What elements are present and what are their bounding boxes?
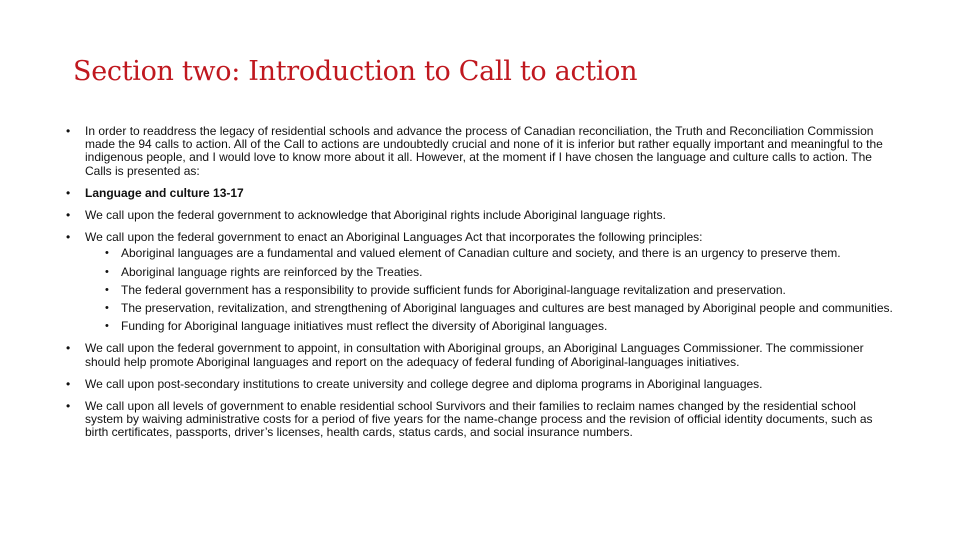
bullet-icon: • [105, 265, 109, 278]
sub-list-item [85, 302, 896, 315]
sub-list-item [85, 320, 896, 333]
bullet-icon: • [66, 208, 71, 223]
list-item [66, 231, 896, 333]
bullet-text: We call upon post-secondary institutions to create university and college degree and diploma programs in Aboriginal languages. [85, 376, 763, 391]
bullet-text: We call upon all levels of government to enable residential school Survivors and their families to reclaim names changed by the residential school system by waiving administrative costs for a period of five years for the name-change process and the revision of official identity documents, such as birth certificates, passports, driver’s licenses, health cards, status cards, and social insurance numbers. [85, 399, 873, 440]
bullet-icon: • [66, 124, 71, 138]
list-item [66, 378, 896, 391]
bullet-icon: • [105, 302, 109, 315]
list-item [66, 209, 896, 222]
principle-text: The federal government has a responsibility to provide sufficient funds for Aboriginal-language revitalization and preservation. [121, 282, 786, 297]
bullet-icon: • [105, 247, 109, 260]
bullet-icon: • [66, 399, 71, 414]
principles-list [85, 247, 896, 333]
bullet-icon: • [66, 376, 71, 391]
bullet-text: In order to readdress the legacy of residential schools and advance the process of Canadian reconciliation, the Truth and Reconciliation Commission made the 94 calls to action. All of the Call to actions are undoubtedly crucial and none of it is inferior but rather equally important and meaningful to the indigenous people, and I would love to know more about it all. However, at the moment if I have chosen the language and culture calls to action. The Calls is presented as: [85, 124, 883, 178]
bullet-text: We call upon the federal government to appoint, in consultation with Aboriginal groups, an Aboriginal Languages Commissioner. The commissioner should help promote Aboriginal languages and report on the adequacy of federal funding of Aboriginal-languages initiatives. [85, 341, 864, 369]
principle-text: Funding for Aboriginal language initiatives must reflect the diversity of Aboriginal languages. [121, 319, 608, 334]
sub-list-item [85, 284, 896, 297]
slide-title: Section two: Introduction to Call to action [73, 56, 638, 87]
bullet-icon: • [66, 341, 71, 356]
bullet-text: We call upon the federal government to acknowledge that Aboriginal rights include Aboriginal language rights. [85, 208, 666, 223]
sub-list-item [85, 247, 896, 260]
sub-list-item [85, 266, 896, 279]
bullet-icon: • [66, 185, 71, 200]
principle-text: Aboriginal language rights are reinforced by the Treaties. [121, 264, 423, 279]
principle-text: The preservation, revitalization, and strengthening of Aboriginal languages and cultures are best managed by Aboriginal people and communities. [121, 301, 893, 316]
principle-text: Aboriginal languages are a fundamental and valued element of Canadian culture and society, and there is an urgency to preserve them. [121, 246, 841, 261]
section-heading: Language and culture 13-17 [85, 185, 244, 200]
list-item [66, 125, 896, 178]
bullet-text: We call upon the federal government to enact an Aboriginal Languages Act that incorporates the following principles: [85, 230, 703, 245]
list-item [66, 187, 896, 200]
bullet-icon: • [105, 283, 109, 296]
slide-content [66, 125, 896, 449]
bullet-icon: • [105, 320, 109, 333]
list-item [66, 400, 896, 440]
list-item [66, 342, 896, 368]
bullet-icon: • [66, 230, 71, 245]
